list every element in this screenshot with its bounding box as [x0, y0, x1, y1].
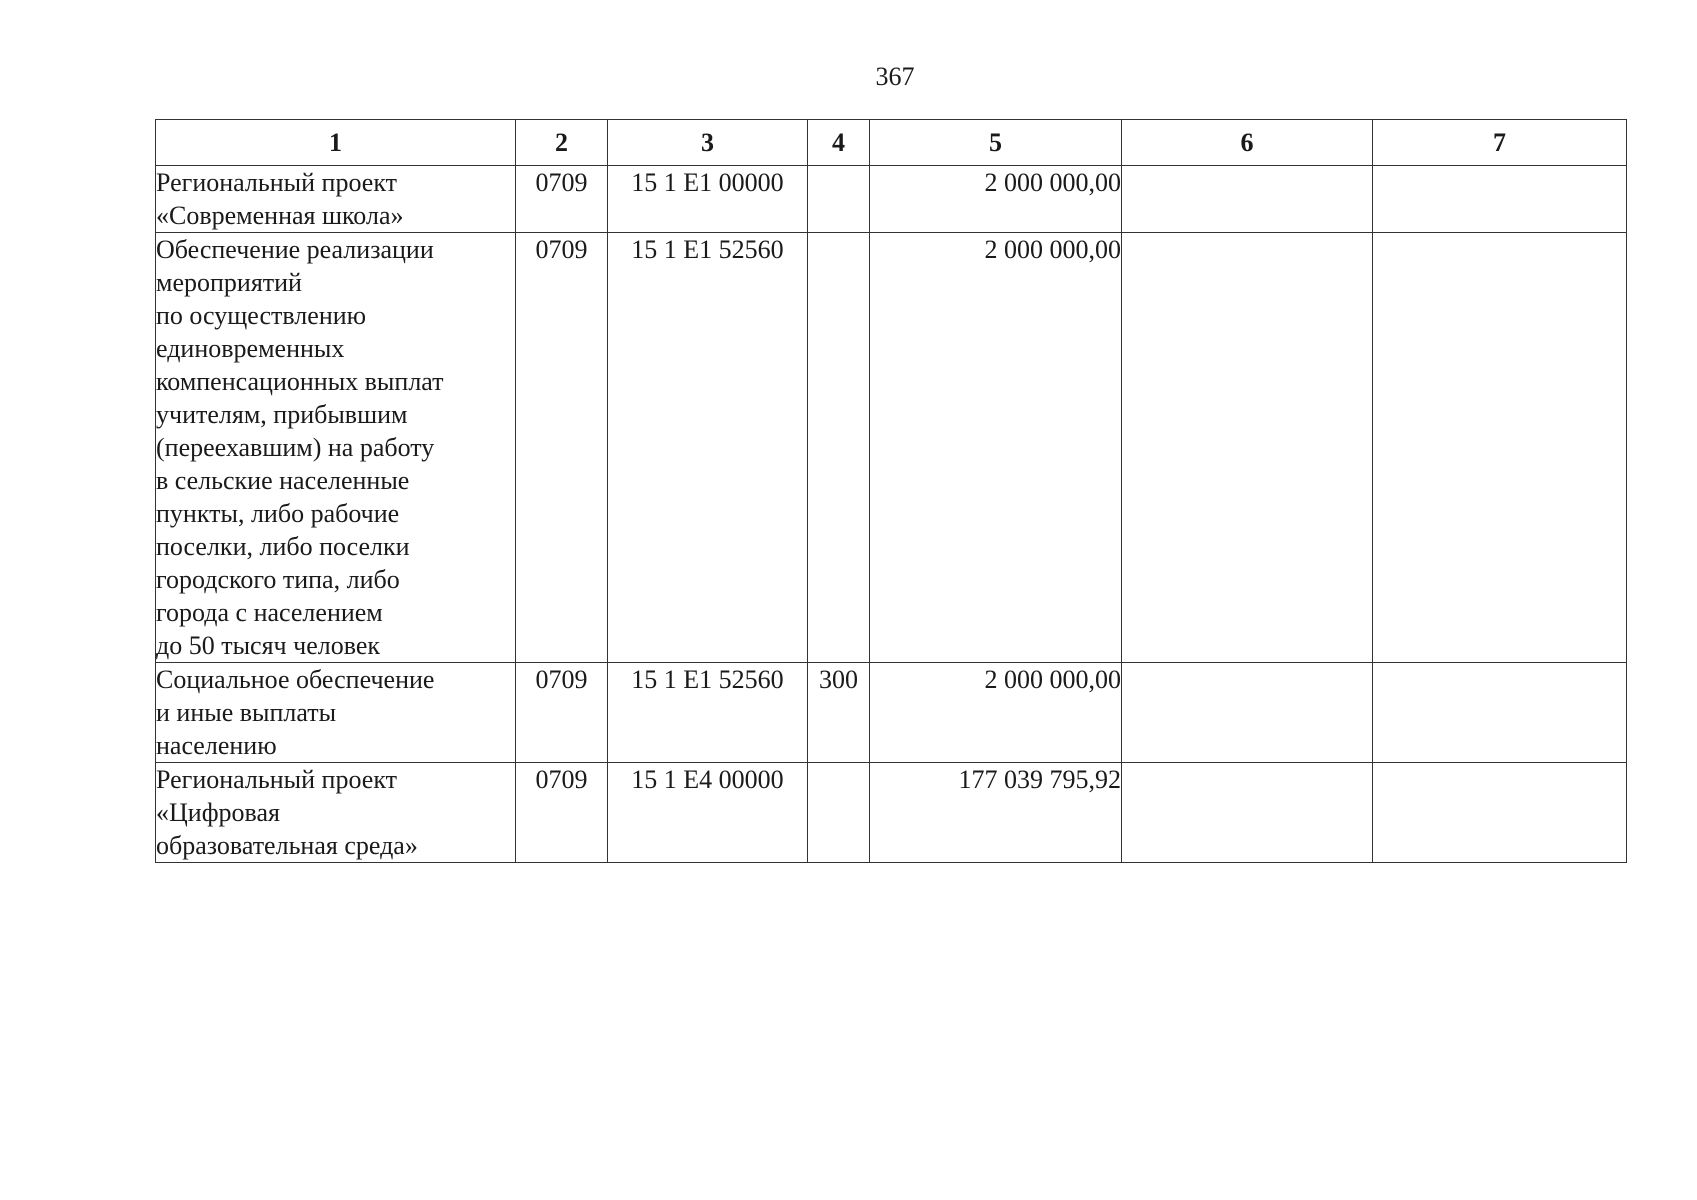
column-6-cell — [1122, 166, 1373, 233]
column-header-5: 5 — [870, 120, 1122, 166]
table-row — [156, 166, 1627, 233]
table-row — [156, 233, 1627, 663]
name-line: Обеспечение реализации — [156, 235, 434, 264]
name-line: Региональный проект — [156, 765, 397, 794]
column-6-cell — [1122, 663, 1373, 763]
budget-table — [155, 119, 1627, 863]
section-cell: 0709 — [516, 166, 608, 233]
amount-cell: 2 000 000,00 — [870, 663, 1122, 763]
name-line: (переехавшим) на работу — [156, 433, 435, 462]
name-line: поселки, либо поселки — [156, 532, 410, 561]
target-article-cell: 15 1 E1 00000 — [608, 166, 808, 233]
row-name-cell — [156, 166, 516, 233]
name-line: города с населением — [156, 598, 383, 627]
column-header-3: 3 — [608, 120, 808, 166]
name-line: в сельские населенные — [156, 466, 410, 495]
column-7-cell — [1373, 233, 1627, 663]
row-name-cell — [156, 663, 516, 763]
name-line: городского типа, либо — [156, 565, 400, 594]
name-line: единовременных — [156, 334, 345, 363]
target-article-cell: 15 1 E1 52560 — [608, 663, 808, 763]
section-cell: 0709 — [516, 233, 608, 663]
column-6-cell — [1122, 763, 1373, 863]
column-header-1: 1 — [156, 120, 516, 166]
amount-cell: 2 000 000,00 — [870, 233, 1122, 663]
row-name-cell — [156, 763, 516, 863]
name-line: «Цифровая — [156, 798, 280, 827]
table-header-row — [156, 120, 1627, 166]
name-line: и иные выплаты — [156, 698, 337, 727]
name-line: пункты, либо рабочие — [156, 499, 400, 528]
column-header-2: 2 — [516, 120, 608, 166]
table-row — [156, 663, 1627, 763]
expense-type-cell — [808, 166, 870, 233]
column-7-cell — [1373, 763, 1627, 863]
name-line: до 50 тысяч человек — [156, 631, 381, 660]
name-line: учителям, прибывшим — [156, 400, 408, 429]
name-line: по осуществлению — [156, 301, 367, 330]
expense-type-cell: 300 — [808, 663, 870, 763]
expense-type-cell — [808, 233, 870, 663]
column-7-cell — [1373, 663, 1627, 763]
name-line: «Современная школа» — [156, 201, 404, 230]
name-line: мероприятий — [156, 268, 302, 297]
amount-cell: 177 039 795,92 — [870, 763, 1122, 863]
section-cell: 0709 — [516, 763, 608, 863]
column-7-cell — [1373, 166, 1627, 233]
table-row — [156, 763, 1627, 863]
name-line: компенсационных выплат — [156, 367, 444, 396]
name-line: образовательная среда» — [156, 831, 418, 860]
target-article-cell: 15 1 E4 00000 — [608, 763, 808, 863]
expense-type-cell — [808, 763, 870, 863]
section-cell: 0709 — [516, 663, 608, 763]
name-line: населению — [156, 731, 277, 760]
column-6-cell — [1122, 233, 1373, 663]
target-article-cell: 15 1 E1 52560 — [608, 233, 808, 663]
page-number: 367 — [875, 62, 915, 91]
amount-cell: 2 000 000,00 — [870, 166, 1122, 233]
row-name-cell — [156, 233, 516, 663]
name-line: Социальное обеспечение — [156, 665, 435, 694]
column-header-7: 7 — [1373, 120, 1627, 166]
column-header-6: 6 — [1122, 120, 1373, 166]
name-line: Региональный проект — [156, 168, 397, 197]
column-header-4: 4 — [808, 120, 870, 166]
